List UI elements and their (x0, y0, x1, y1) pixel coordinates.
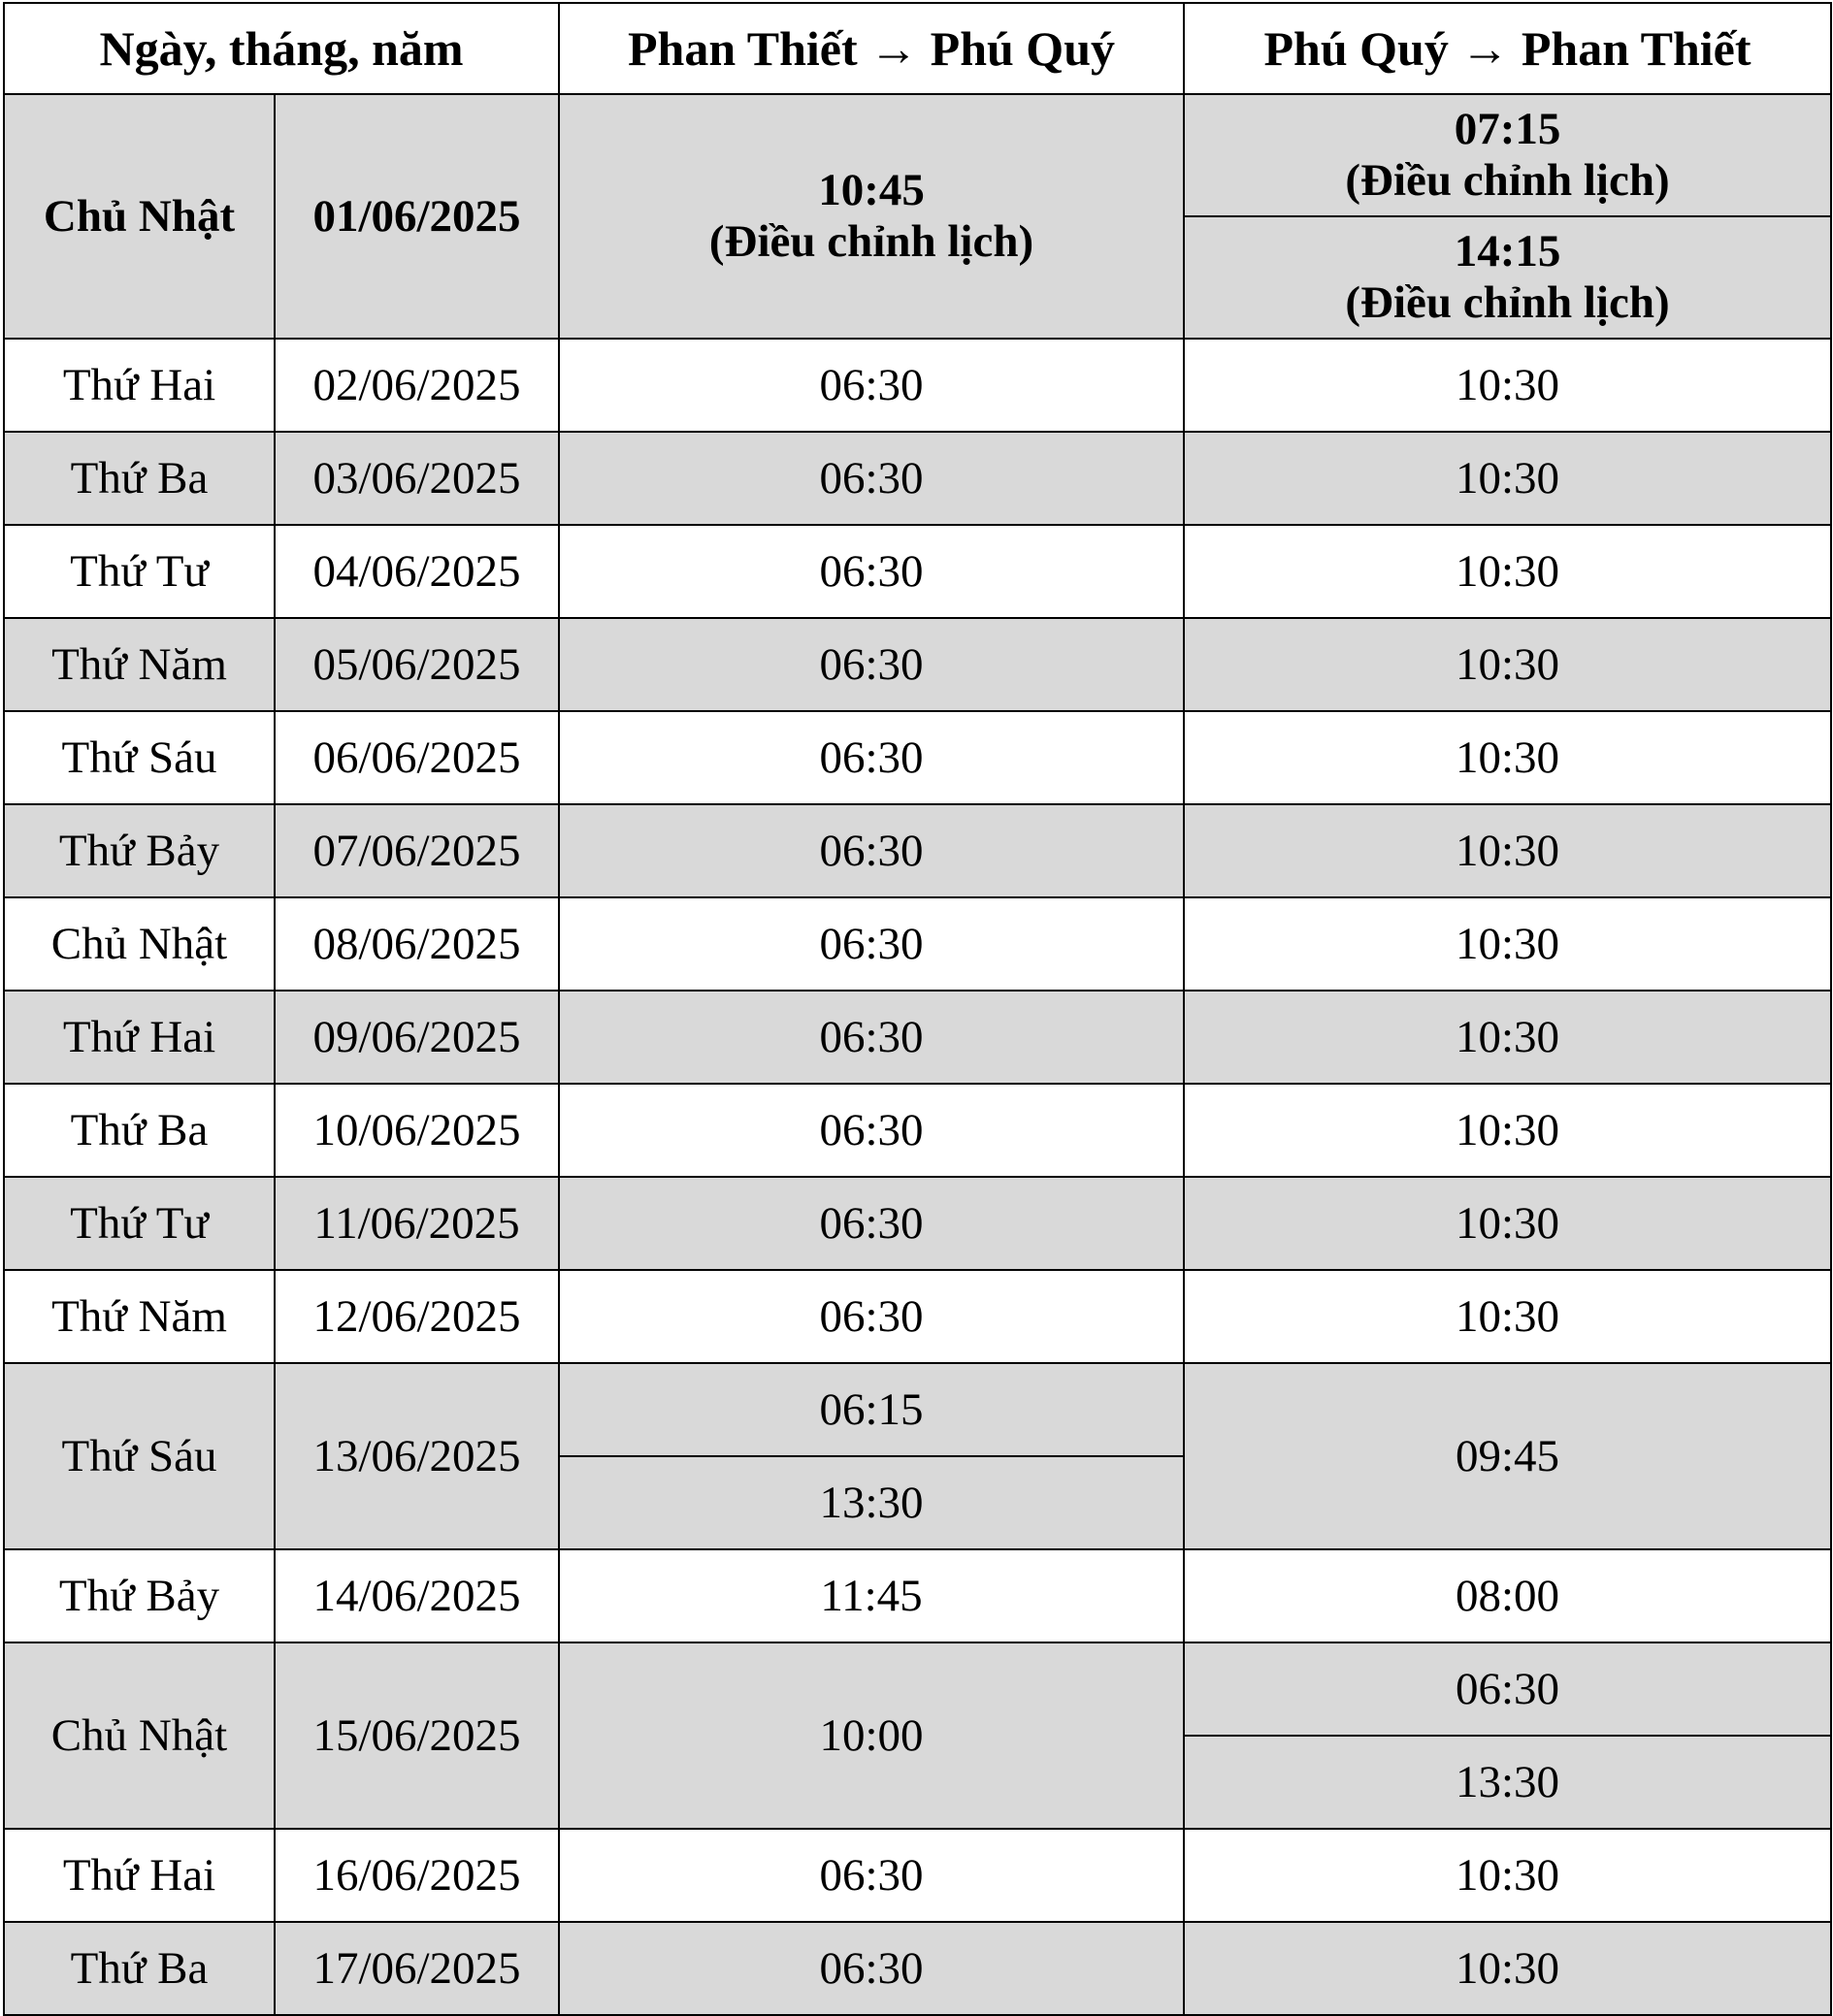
date-cell: 09/06/2025 (275, 991, 559, 1084)
return-time-cell: 09:45 (1184, 1363, 1831, 1549)
date-column-header: Ngày, tháng, năm (4, 3, 559, 94)
day-cell: Thứ Ba (4, 1922, 275, 2015)
table-row (4, 339, 1831, 432)
date-cell: 07/06/2025 (275, 804, 559, 897)
return-time-cell: 13:30 (1184, 1736, 1831, 1829)
table-row (4, 1642, 1831, 1736)
outbound-column-header: Phan Thiết → Phú Quý (559, 3, 1184, 94)
return-time-cell: 10:30 (1184, 618, 1831, 711)
outbound-time-cell: 11:45 (559, 1549, 1184, 1642)
date-cell: 01/06/2025 (275, 94, 559, 339)
day-cell: Thứ Tư (4, 525, 275, 618)
outbound-time: 10:45 (818, 165, 925, 216)
return-time-cell: 10:30 (1184, 339, 1831, 432)
return-time-cell: 10:30 (1184, 804, 1831, 897)
table-row (4, 1270, 1831, 1363)
day-cell: Thứ Sáu (4, 1363, 275, 1549)
outbound-time-cell: 06:30 (559, 525, 1184, 618)
day-cell: Chủ Nhật (4, 897, 275, 991)
day-cell: Chủ Nhật (4, 1642, 275, 1829)
return-time-cell: 06:30 (1184, 1642, 1831, 1736)
day-cell: Chủ Nhật (4, 94, 275, 339)
return-time-cell: 10:30 (1184, 432, 1831, 525)
day-cell: Thứ Năm (4, 618, 275, 711)
date-cell: 17/06/2025 (275, 1922, 559, 2015)
ferry-schedule-table (3, 2, 1832, 2016)
date-cell: 16/06/2025 (275, 1829, 559, 1922)
return-time-cell: 10:30 (1184, 1084, 1831, 1177)
return-time-cell: 10:30 (1184, 897, 1831, 991)
outbound-time-cell: 06:30 (559, 711, 1184, 804)
outbound-time-cell: 10:00 (559, 1642, 1184, 1829)
table-row (4, 804, 1831, 897)
return-time-cell: 10:30 (1184, 1177, 1831, 1270)
outbound-time-cell: 06:30 (559, 1829, 1184, 1922)
date-cell: 05/06/2025 (275, 618, 559, 711)
schedule-adjusted-note: (Điều chỉnh lịch) (1345, 277, 1670, 328)
day-cell: Thứ Ba (4, 1084, 275, 1177)
table-row (4, 991, 1831, 1084)
return-time: 07:15 (1454, 104, 1561, 155)
date-cell: 04/06/2025 (275, 525, 559, 618)
outbound-time-cell: 06:30 (559, 432, 1184, 525)
date-cell: 12/06/2025 (275, 1270, 559, 1363)
return-time-cell: 08:00 (1184, 1549, 1831, 1642)
date-cell: 06/06/2025 (275, 711, 559, 804)
return-time-cell (1184, 94, 1831, 216)
date-cell: 02/06/2025 (275, 339, 559, 432)
return-time-cell (1184, 216, 1831, 339)
outbound-time-cell: 06:30 (559, 618, 1184, 711)
outbound-time-cell: 06:30 (559, 1922, 1184, 2015)
day-cell: Thứ Ba (4, 432, 275, 525)
outbound-time-cell (559, 94, 1184, 339)
return-time-cell: 10:30 (1184, 525, 1831, 618)
table-row (4, 432, 1831, 525)
table-row (4, 1549, 1831, 1642)
date-cell: 14/06/2025 (275, 1549, 559, 1642)
date-cell: 10/06/2025 (275, 1084, 559, 1177)
outbound-time-cell: 06:30 (559, 804, 1184, 897)
schedule-adjusted-note: (Điều chỉnh lịch) (1345, 155, 1670, 206)
outbound-time-cell: 06:30 (559, 339, 1184, 432)
return-column-header: Phú Quý → Phan Thiết (1184, 3, 1831, 94)
day-cell: Thứ Hai (4, 1829, 275, 1922)
table-row (4, 1922, 1831, 2015)
table-row (4, 1177, 1831, 1270)
day-cell: Thứ Hai (4, 339, 275, 432)
return-time-cell: 10:30 (1184, 991, 1831, 1084)
date-cell: 15/06/2025 (275, 1642, 559, 1829)
date-cell: 03/06/2025 (275, 432, 559, 525)
outbound-time-cell: 06:30 (559, 991, 1184, 1084)
day-cell: Thứ Bảy (4, 1549, 275, 1642)
schedule-adjusted-note: (Điều chỉnh lịch) (708, 216, 1034, 267)
day-cell: Thứ Sáu (4, 711, 275, 804)
return-time-cell: 10:30 (1184, 711, 1831, 804)
outbound-time-cell: 06:30 (559, 1084, 1184, 1177)
outbound-time-cell: 13:30 (559, 1456, 1184, 1549)
day-cell: Thứ Năm (4, 1270, 275, 1363)
day-cell: Thứ Bảy (4, 804, 275, 897)
outbound-time-cell: 06:30 (559, 897, 1184, 991)
table-row (4, 525, 1831, 618)
header-row (4, 3, 1831, 94)
date-cell: 11/06/2025 (275, 1177, 559, 1270)
day-cell: Thứ Hai (4, 991, 275, 1084)
outbound-time-cell: 06:15 (559, 1363, 1184, 1456)
return-time-cell: 10:30 (1184, 1922, 1831, 2015)
date-cell: 08/06/2025 (275, 897, 559, 991)
table-row (4, 618, 1831, 711)
return-time: 14:15 (1454, 226, 1561, 277)
return-time-cell: 10:30 (1184, 1270, 1831, 1363)
return-time-cell: 10:30 (1184, 1829, 1831, 1922)
outbound-time-cell: 06:30 (559, 1177, 1184, 1270)
table-row (4, 94, 1831, 216)
table-row (4, 1363, 1831, 1456)
table-row (4, 1829, 1831, 1922)
date-cell: 13/06/2025 (275, 1363, 559, 1549)
day-cell: Thứ Tư (4, 1177, 275, 1270)
table-row (4, 711, 1831, 804)
table-row (4, 897, 1831, 991)
table-row (4, 1084, 1831, 1177)
outbound-time-cell: 06:30 (559, 1270, 1184, 1363)
